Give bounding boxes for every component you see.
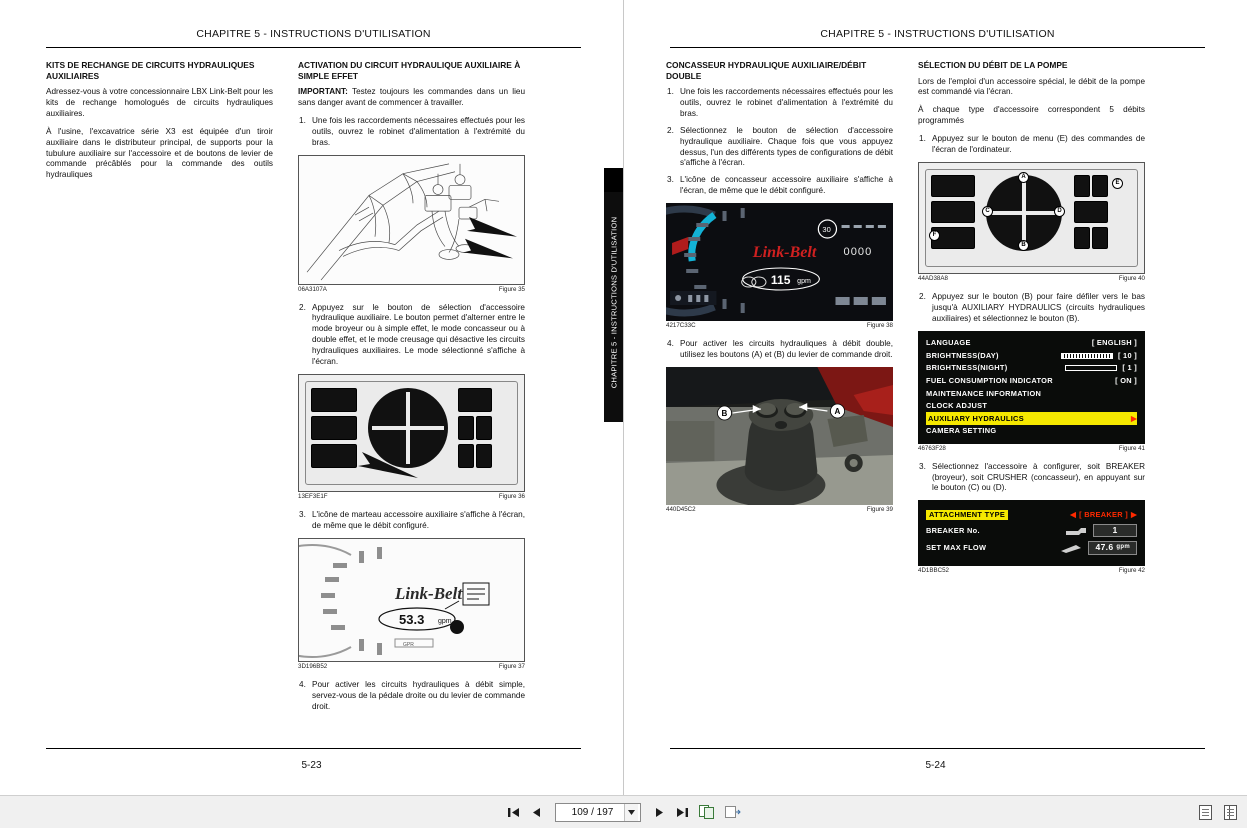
figure-39-id: 440D45C2 <box>666 505 696 513</box>
figure-39-number: Figure 39 <box>866 505 893 513</box>
figure-39-caption <box>666 506 893 517</box>
section-title-pump-flow: SÉLECTION DU DÉBIT DE LA POMPE <box>918 60 1068 70</box>
figure-35-number: Figure 35 <box>498 285 525 293</box>
figure-37-id: 3D196B52 <box>298 662 328 670</box>
gauge-cluster-dual-flow <box>666 203 893 321</box>
figure-35 <box>298 155 525 297</box>
important-label: IMPORTANT: <box>298 87 348 96</box>
keypad-button-camera <box>458 416 474 440</box>
step-item: L'icône de concasseur accessoire auxiliaire s'affiche à l'écran, de même que le débit configuré. <box>680 175 893 196</box>
lcd-row-clock-adjust <box>926 400 1137 413</box>
figure-35-image <box>298 155 525 285</box>
figure-42 <box>918 500 1145 578</box>
side-tab-label: CHAPITRE 5 - INSTRUCTIONS D'UTILISATION <box>609 216 619 389</box>
paragraph-dealer: Adressez-vous à votre concessionnaire LBX Link-Belt pour les kits de rechange homologués de circuits hydrauliques auxiliaires. <box>46 87 273 118</box>
lcd-row-auxiliary-hydraulics[interactable] <box>926 412 1137 425</box>
figure-40-number: Figure 40 <box>1118 274 1145 282</box>
figure-39 <box>666 367 893 517</box>
figure-37-image <box>298 538 525 662</box>
svg-text:Link-Belt: Link-Belt <box>752 244 817 262</box>
brightness-day-bar <box>1061 353 1113 359</box>
figure-40 <box>918 162 1145 286</box>
flow-icon <box>1060 544 1082 553</box>
figure-36-id: 13EF3E1F <box>298 492 328 500</box>
page-header: CHAPITRE 5 - INSTRUCTIONS D'UTILISATION <box>820 28 1055 40</box>
page-number-left: 5-23 <box>301 760 322 771</box>
figure-41-number: Figure 41 <box>1118 444 1145 452</box>
lcd-row-fuel-consumption <box>926 375 1137 388</box>
lcd-label: AUXILIARY HYDRAULICS <box>928 413 1024 423</box>
left-page-column-1 <box>46 60 273 188</box>
gauge-cluster-single-flow <box>299 539 524 662</box>
steps-list-pump-3 <box>918 462 1145 495</box>
callout-label-f: F <box>929 230 940 241</box>
next-page-button[interactable] <box>651 803 668 822</box>
lcd-row-set-max-flow <box>926 539 1137 556</box>
page-number-input[interactable] <box>555 803 641 822</box>
callout-label-a: A <box>1018 172 1029 183</box>
keypad-button-camera <box>1074 201 1108 223</box>
figure-36 <box>298 374 525 504</box>
set-max-flow-value <box>1088 541 1137 554</box>
steps-list-pump-2 <box>918 292 1145 325</box>
next-arrow-icon[interactable]: ▶ <box>1131 510 1137 520</box>
svg-text:0000: 0000 <box>843 246 873 259</box>
svg-text:115: 115 <box>770 273 791 288</box>
right-page-column-2 <box>918 60 1145 584</box>
figure-38-number: Figure 38 <box>866 322 893 330</box>
header-rule <box>46 47 581 48</box>
lcd-label: BRIGHTNESS(NIGHT) <box>926 363 1008 373</box>
flow-unit: gpm <box>1116 544 1130 551</box>
set-max-flow-label: SET MAX FLOW <box>926 543 987 553</box>
step-item: Appuyez sur le bouton de sélection d'accessoire hydraulique auxiliaire. Le bouton permet d'alterner entre le mode broyeur ou à simple effet, le mode concasseur ou à double effet, et le mode creusage qui désactive les circuits hydrauliques auxiliaires. Le mode sélectionné s'affiche à l'écran. <box>312 302 525 367</box>
figure-42-caption <box>918 567 1145 578</box>
steps-list-crusher-a <box>666 87 893 197</box>
lcd-label: CAMERA SETTING <box>926 426 997 436</box>
lcd-label: MAINTENANCE INFORMATION <box>926 388 1042 398</box>
callout-label-c: C <box>982 206 993 217</box>
fit-page-button[interactable] <box>697 803 717 822</box>
step-item: Sélectionnez le bouton de sélection d'accessoire hydraulique auxiliaire. Chaque fois que vous appuyez dessus, l'un des différents types de configurations de débit s'affiche à l'écran. <box>680 125 893 168</box>
step-item: L'icône de marteau accessoire auxiliaire s'affiche à l'écran, de même que le débit configuré. <box>312 509 525 530</box>
page-number-right: 5-24 <box>925 760 946 771</box>
important-note <box>298 87 525 109</box>
attachment-type-label: ATTACHMENT TYPE <box>926 510 1008 520</box>
paragraph-five-flows: À chaque type d'accessoire correspondent 5 débits programmés <box>918 105 1145 126</box>
step-item: Pour activer les circuits hydrauliques à débit simple, servez-vous de la pédale droite ou du levier de commande droit. <box>312 679 525 711</box>
selection-arrow-icon: ▶ <box>1131 413 1137 423</box>
keypad-button-enter <box>1092 227 1108 249</box>
keypad-button-washer <box>931 201 975 223</box>
keypad-button-view <box>476 416 492 440</box>
footer-rule <box>46 748 581 749</box>
svg-text:A: A <box>834 406 841 416</box>
lcd-value: [ 1 ] <box>1122 363 1137 373</box>
step-item: Pour activer les circuits hydrauliques à débit double, utilisez les boutons (A) et (B) du levier de commande droit. <box>680 339 893 360</box>
figure-38-image <box>666 203 893 321</box>
figure-42-image <box>918 500 1145 566</box>
figure-42-number: Figure 42 <box>1118 567 1145 575</box>
fit-width-button[interactable] <box>723 803 743 822</box>
viewer-toolbar <box>0 795 1247 828</box>
figure-35-id: 06A3107A <box>298 285 327 293</box>
keypad-button-attachment-select <box>311 444 357 468</box>
lcd-row-attachment-type <box>926 508 1137 522</box>
figure-41-id: 46763F28 <box>918 444 946 452</box>
page-left <box>0 0 623 795</box>
figure-42-id: 4D1BBC52 <box>918 567 949 575</box>
keypad-button-wiper <box>931 175 975 197</box>
figure-41-image <box>918 331 1145 444</box>
lcd-value: [ 10 ] <box>1117 350 1137 360</box>
first-page-button[interactable] <box>505 803 522 822</box>
step-item: Appuyez sur le bouton de menu (E) des commandes de l'écran de l'ordinateur. <box>932 134 1145 155</box>
breaker-number-label: BREAKER No. <box>926 525 980 535</box>
lcd-row-brightness-night <box>926 362 1137 375</box>
important-text: Testez toujours les commandes dans un lieu sans danger avant de commencer à travailler. <box>298 87 525 107</box>
figure-35-caption <box>298 286 525 297</box>
svg-text:gpm: gpm <box>438 617 452 625</box>
steps-list-2 <box>298 303 525 368</box>
figure-41-caption <box>918 445 1145 456</box>
keypad-button-wiper <box>311 388 357 412</box>
prev-arrow-icon[interactable]: ◀ <box>1070 510 1077 520</box>
callout-label-d: D <box>1054 206 1065 217</box>
joystick-photo <box>666 367 893 505</box>
monitor-keypad <box>305 381 518 485</box>
steps-list-3 <box>298 510 525 532</box>
dual-page-view-button[interactable] <box>1222 803 1239 822</box>
steps-list-pump-1 <box>918 134 1145 156</box>
previous-page-button[interactable] <box>528 803 545 822</box>
figure-38-id: 4217C33C <box>666 322 696 330</box>
svg-text:53.3: 53.3 <box>399 611 425 627</box>
pointer-arrow-icon <box>352 438 422 482</box>
page-right <box>623 0 1247 795</box>
paragraph-special-attachment: Lors de l'emploi d'un accessoire spécial, le débit de la pompe est commandé via l'écran. <box>918 76 1145 97</box>
lcd-value: [ ENGLISH ] <box>1091 338 1137 348</box>
steps-list-4 <box>298 680 525 713</box>
dual-page-icon <box>1224 805 1237 820</box>
section-title-single-acting: ACTIVATION DU CIRCUIT HYDRAULIQUE AUXILIAIRE À SIMPLE EFFET <box>298 60 521 81</box>
figure-40-image <box>918 162 1145 274</box>
section-title-crusher: CONCASSEUR HYDRAULIQUE AUXILIAIRE/DÉBIT DOUBLE <box>666 60 867 81</box>
callout-label-e: E <box>1112 178 1123 189</box>
lcd-value: [ ON ] <box>1115 375 1137 385</box>
brightness-night-bar <box>1065 365 1117 371</box>
keypad-button-esc <box>1074 227 1090 249</box>
chevron-down-icon[interactable] <box>624 804 638 821</box>
lcd-label: FUEL CONSUMPTION INDICATOR <box>926 375 1053 385</box>
figure-37 <box>298 538 525 674</box>
keypad-button-enter <box>476 444 492 468</box>
step-item: Sélectionnez l'accessoire à configurer, soit BREAKER (broyeur), soit CRUSHER (concasseur), en appuyant sur le bouton (C) ou (D). <box>932 461 1145 493</box>
right-page-column-1 <box>666 60 893 523</box>
attachment-type-value: [ BREAKER ] <box>1079 510 1129 520</box>
figure-37-caption <box>298 663 525 674</box>
figure-38 <box>666 203 893 333</box>
figure-40-caption <box>918 275 1145 286</box>
svg-text:30: 30 <box>822 225 831 235</box>
svg-text:gpm: gpm <box>797 278 811 286</box>
keypad-button-list <box>1092 175 1108 197</box>
page-header: CHAPITRE 5 - INSTRUCTIONS D'UTILISATION <box>196 28 431 40</box>
step-item: Appuyez sur le bouton (B) pour faire défiler vers le bas jusqu'à AUXILIARY HYDRAULICS (circuits hydrauliques auxiliaires) et sélectionnez le bouton (B). <box>932 291 1145 323</box>
keypad-button-menu <box>458 388 492 412</box>
keypad-button-menu <box>1074 175 1090 197</box>
lcd-row-brightness-day <box>926 349 1137 362</box>
page-number-value: 109 / 197 <box>571 806 614 818</box>
lcd-row-breaker-number <box>926 522 1137 539</box>
figure-37-number: Figure 37 <box>498 662 525 670</box>
lcd-row-maintenance <box>926 387 1137 400</box>
lcd-row-camera-setting <box>926 425 1137 438</box>
boom-valve-line-art <box>299 156 524 284</box>
paragraph-factory: À l'usine, l'excavatrice série X3 est équipée d'un tiroir auxiliaire dans le distributeur principal, de supports pour la tubulure auxiliaire sur l'accessoire et de boutons de levier de commande précâblés pour la commande des outils hydrauliques <box>46 126 273 180</box>
figure-36-number: Figure 36 <box>498 492 525 500</box>
breaker-icon <box>1065 526 1087 535</box>
figure-36-caption <box>298 493 525 504</box>
keypad-button-esc <box>458 444 474 468</box>
header-rule <box>670 47 1205 48</box>
lcd-label: BRIGHTNESS(DAY) <box>926 350 999 360</box>
breaker-number-value: 1 <box>1093 524 1137 537</box>
steps-list-crusher-b <box>666 339 893 361</box>
step-item: Une fois les raccordements nécessaires effectués pour les outils, ouvrez le robinet d'alimentation à l'extrémité du bras. <box>312 115 525 147</box>
single-page-icon <box>1199 805 1212 820</box>
svg-text:Link-Belt: Link-Belt <box>395 583 463 603</box>
lcd-label: CLOCK ADJUST <box>926 401 988 411</box>
view-mode-group <box>1197 796 1239 828</box>
figure-39-image <box>666 367 893 505</box>
figure-38-caption <box>666 322 893 333</box>
svg-text:GPR: GPR <box>403 641 414 648</box>
monitor-keypad <box>925 169 1138 267</box>
step-item: Une fois les raccordements nécessaires effectués pour les outils, ouvrez le robinet d'alimentation à l'extrémité du bras. <box>680 87 893 118</box>
steps-list-1 <box>298 116 525 149</box>
section-title-spare-kits: KITS DE RECHANGE DE CIRCUITS HYDRAULIQUES AUXILIAIRES <box>46 60 255 81</box>
lcd-row-language <box>926 337 1137 350</box>
lcd-label: LANGUAGE <box>926 338 971 348</box>
figure-41 <box>918 331 1145 456</box>
callout-label-b: B <box>1018 240 1029 251</box>
last-page-button[interactable] <box>674 803 691 822</box>
keypad-button-washer <box>311 416 357 440</box>
single-page-view-button[interactable] <box>1197 803 1214 822</box>
side-tab <box>604 192 623 422</box>
figure-40-id: 44AD38A8 <box>918 274 948 282</box>
figure-36-image <box>298 374 525 492</box>
svg-text:B: B <box>721 408 728 418</box>
footer-rule <box>670 748 1205 749</box>
left-page-column-2 <box>298 60 525 719</box>
flow-number: 47.6 <box>1095 542 1114 553</box>
